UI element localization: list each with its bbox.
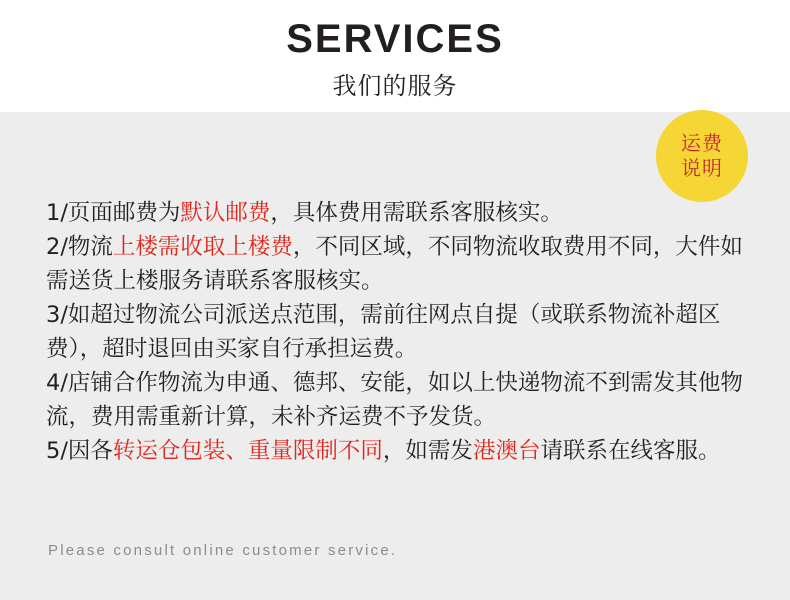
note-highlight: 转运仓包装、重量限制不同 [112, 438, 383, 464]
note-highlight: 上楼需收取上楼费 [112, 234, 293, 260]
note-text: 请联系在线客服。 [540, 438, 721, 464]
page-header [0, 0, 790, 112]
note-4 [46, 366, 752, 434]
note-text: ，具体费用需联系客服核实。 [270, 200, 563, 226]
footnote-text: Please consult online customer service. [48, 542, 398, 559]
badge-line-1: 运费 [681, 131, 723, 155]
note-1 [46, 196, 752, 230]
notes-list [46, 196, 752, 468]
shipping-note-badge [656, 110, 748, 202]
note-text: 4/店铺合作物流为申通、德邦、安能，如以上快递物流不到需发其他物流，费用需重新计算，未补齐运费不予发货。 [46, 370, 743, 430]
note-2 [46, 230, 752, 298]
note-highlight: 港澳台 [472, 438, 541, 464]
page-title-cn: 我们的服务 [332, 72, 458, 100]
badge-line-2: 说明 [681, 156, 723, 180]
note-text: 2/物流 [46, 234, 113, 260]
note-text: 1/页面邮费为 [46, 200, 181, 226]
page-title-en: SERVICES [286, 17, 504, 61]
note-text: 5/因各 [46, 438, 113, 464]
note-highlight: 默认邮费 [180, 200, 271, 226]
note-3 [46, 298, 752, 366]
note-5 [46, 434, 752, 468]
note-text: ，如需发 [382, 438, 473, 464]
note-text: ，不同区域，不同物流收取费用不同，大件如需送货上楼服务请联系客服核实。 [46, 234, 743, 294]
note-text: 3/如超过物流公司派送点范围，需前往网点自提（或联系物流补超区费），超时退回由买家自行承担运费。 [46, 302, 721, 362]
